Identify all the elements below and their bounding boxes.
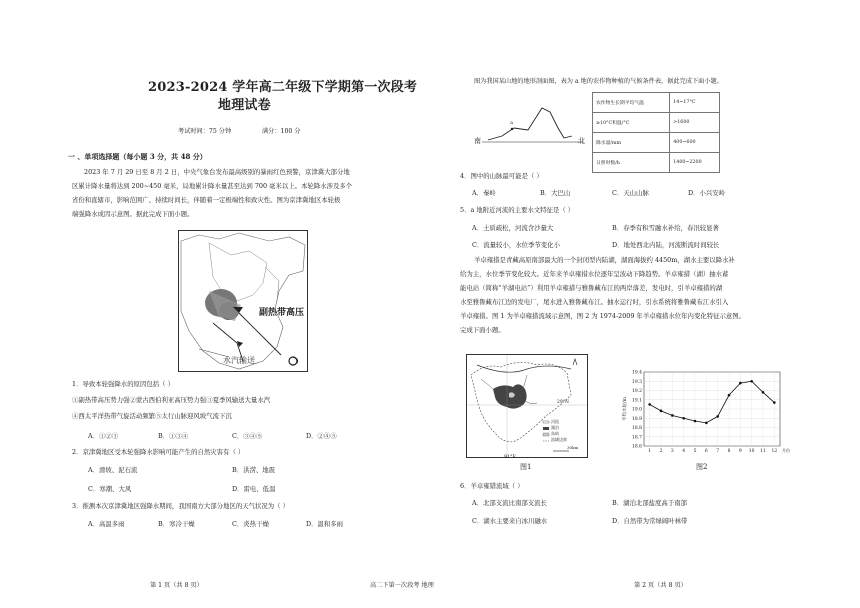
terrain-profile-graphic: [480, 98, 584, 152]
section-heading: 一 、单项选择题（每小题 3 分，共 48 分）: [68, 152, 207, 161]
profile-intro: 图为我国某山地的地形剖面图，表为 a 地的农作物种植的气候条件表，据此完成下面小题。: [474, 78, 723, 85]
data-point: [728, 394, 731, 397]
y-tick-label: 19.4: [631, 370, 642, 376]
y-tick-label: 19.2: [631, 389, 642, 394]
table-cell: 14~17°C: [670, 93, 720, 113]
q5-option-a[interactable]: A．土质疏松，河流含沙量大: [472, 224, 554, 232]
x-tick-label: 10: [748, 449, 755, 454]
table-cell: ≥10°C积温/°C: [593, 113, 670, 133]
table-row: [593, 93, 720, 113]
table-cell: 1400~2200: [670, 153, 720, 173]
q3-option-d[interactable]: D．温和多雨: [306, 520, 344, 528]
q3-option-c[interactable]: C．炎热干燥: [232, 520, 269, 528]
exam-subtitle: 地理试卷: [218, 98, 271, 113]
fig1-label: 图1: [520, 463, 532, 471]
passage-line-3: 能电站（简称“羊湖电站”）利用羊卓雍措与雅鲁藏布江的两岸落差，发电时，引羊卓雍措的湖: [460, 284, 723, 292]
data-point: [694, 420, 697, 423]
data-point: [648, 403, 651, 406]
q5-option-d[interactable]: D．地处西北内陆，河流断流时间较长: [612, 241, 720, 249]
legend-river: 河流: [551, 419, 559, 424]
q4-option-d[interactable]: D．小兴安岭: [688, 189, 726, 197]
data-point: [773, 401, 776, 404]
intro-line-2: 区累计降水量将达到 200~450 毫米，局地累计降水量甚至达到 700 毫米以上。本轮降水涉及多个: [72, 182, 353, 190]
data-point: [762, 391, 765, 394]
q2-option-b[interactable]: B．洪涝、地震: [232, 466, 276, 474]
data-point: [660, 410, 663, 413]
x-tick-label: 7: [716, 449, 720, 454]
water-level-chart: [620, 368, 792, 460]
q6-option-d[interactable]: D．自然带为常绿阔叶林带: [612, 517, 688, 525]
q1-stem: 1．导致本轮强降水的原因包括（ ）: [72, 380, 174, 388]
q2-stem: 2．京津冀地区受本轮强降水影响可能产生的自然灾害有（ ）: [72, 448, 245, 456]
q5-stem: 5．a 地附近河流的主要水文特征是（ ）: [460, 206, 575, 214]
q3-option-a[interactable]: A．高温多雨: [88, 520, 125, 528]
q6-option-b[interactable]: B．湖泊北部盐度高于南部: [612, 499, 687, 507]
x-tick-label: 12: [771, 449, 778, 454]
q1-option-c[interactable]: C．③④⑤: [232, 432, 263, 440]
longitude-label: 91°E: [504, 455, 517, 460]
legend-boundary: 流域边界: [551, 437, 567, 442]
footer-page-2: 第 2 页（共 8 页）: [634, 582, 687, 589]
table-cell: 农作物生长期平均气温: [593, 93, 670, 113]
q1-option-d[interactable]: D．②④⑤: [306, 432, 337, 440]
data-point: [671, 414, 674, 417]
table-cell: 400~600: [670, 133, 720, 153]
rainstorm-map: [178, 230, 308, 372]
data-point: [716, 415, 719, 418]
series-line: [650, 381, 775, 423]
table-row: [593, 113, 720, 133]
y-tick-label: 18.9: [631, 416, 642, 422]
x-tick-label: 2: [659, 449, 663, 454]
q3-option-b[interactable]: B．寒冷干燥: [158, 520, 195, 528]
north-label: 北: [578, 137, 585, 145]
passage-line-1: 羊卓雍措是青藏高原南部最大的一个封闭型内陆湖，湖面海拔约 4450m，湖水主要以降水补: [474, 256, 735, 264]
y-tick-label: 19.3: [631, 379, 642, 385]
x-tick-label: 5: [693, 449, 697, 454]
south-label: 南: [474, 137, 481, 145]
x-tick-label: 3: [670, 449, 674, 454]
subtropical-high-label: 副热带高压: [259, 308, 305, 318]
latitude-label: 29°N: [557, 400, 569, 405]
q5-option-b[interactable]: B．春季有积雪融水补给，春汛较显著: [612, 224, 719, 232]
north-arrow-icon: [573, 359, 577, 365]
q1-item-2: ④西太平洋热带气旋活动频繁⑤太行山脉迎风坡气流下沉: [72, 412, 232, 420]
passage-line-5: 羊卓雍措。图 1 为羊卓雍措流域示意图，图 2 为 1974-2009 年羊卓雍措水位年内变化特征示意图。: [460, 312, 746, 320]
intro-line-3: 省份和直辖市，影响范围广、持续时间长，伴随着一定极端性和致灾性。图为京津冀地区本轮极: [72, 196, 341, 204]
x-tick-label: 1: [648, 449, 652, 454]
table-cell: >1600: [670, 113, 720, 133]
exam-time: 考试时间：75 分钟: [178, 128, 232, 135]
q1-option-b[interactable]: B．①③④: [158, 432, 189, 440]
q3-stem: 3．推测本次京津冀地区强降水期间，我国南方大部分地区的天气状况为（ ）: [72, 502, 289, 510]
fig2-label: 图2: [696, 463, 708, 471]
point-a-label: a: [510, 120, 513, 126]
climate-table: [592, 92, 720, 173]
x-axis-label: 月份: [782, 448, 790, 453]
y-tick-label: 19.0: [631, 407, 642, 413]
data-point: [682, 417, 685, 420]
x-tick-label: 9: [738, 449, 742, 454]
q6-option-a[interactable]: A．北部支流比南部支流长: [472, 499, 547, 507]
intro-line-1: 2023 年 7 月 29 日至 8 月 2 日，中央气象台发布最高级别的暴雨红色预警，京津冀大部分地: [84, 168, 350, 176]
q2-option-a[interactable]: A．滑坡、泥石流: [88, 466, 138, 474]
legend-lake: 湖泊: [551, 425, 559, 430]
q2-option-c[interactable]: C．寒潮、大风: [88, 485, 132, 493]
footer-page-1: 第 1 页（共 8 页）: [150, 582, 203, 589]
table-cell: 降水量/mm: [593, 133, 670, 153]
basin-map-graphic: [467, 355, 587, 457]
passage-line-2: 给为主，水位季节变化较大。近年来羊卓雍措水位逐年呈波动下降趋势。羊卓雍措（湖）抽水蓄: [460, 270, 729, 278]
data-point: [705, 422, 708, 425]
y-tick-label: 19.1: [631, 398, 642, 404]
y-tick-label: 18.7: [631, 435, 642, 441]
passage-line-6: 完成下面小题。: [460, 326, 505, 334]
water-level-chart-svg: [620, 368, 792, 460]
intro-line-4: 端强降水成因示意图。据此完成下面小题。: [72, 210, 194, 218]
q4-stem: 4．图中的山脉最可能是（ ）: [460, 172, 543, 180]
vapor-transport-label: 水汽输送: [223, 356, 255, 365]
q2-option-d[interactable]: D．雷电、低温: [232, 485, 276, 493]
y-tick-label: 18.6: [631, 444, 642, 450]
basin-map: [466, 354, 588, 458]
q4-option-c[interactable]: C．天山山脉: [612, 189, 649, 197]
passage-line-4: 水至雅鲁藏布江边的发电厂，尾水进入雅鲁藏布江。抽水运行时，引水系统将雅鲁藏布江水引入: [460, 298, 729, 306]
rainstorm-map-graphic: [179, 231, 307, 371]
legend-island: 岛屿: [551, 431, 559, 436]
y-tick-label: 18.8: [631, 426, 642, 431]
footer-center: 高二下第一次段考 地理: [370, 582, 434, 589]
q6-option-c[interactable]: C．湖水主要来自冰川融水: [472, 517, 548, 525]
full-score: 满分：100 分: [262, 128, 301, 135]
scale-label: 30km: [567, 445, 579, 450]
x-tick-label: 11: [760, 449, 766, 454]
table-row: [593, 133, 720, 153]
exam-title: 2023-2024 学年高二年级下学期第一次段考: [148, 80, 418, 95]
y-axis-label: 平均水位/m: [623, 397, 628, 421]
x-tick-label: 8: [727, 449, 731, 454]
q1-item-1: ①副热带高压势力强②蒙古西伯利亚高压势力强③夏季风输送大量水汽: [72, 396, 271, 404]
q5-option-c[interactable]: C．流量较小，水位季节变化小: [472, 241, 560, 249]
data-point: [739, 382, 742, 385]
terrain-profile: [474, 98, 585, 152]
q4-option-a[interactable]: A．秦岭: [472, 189, 496, 197]
x-tick-label: 6: [704, 449, 708, 454]
q1-option-a[interactable]: A．①②③: [88, 432, 119, 440]
q4-option-b[interactable]: B．大巴山: [540, 189, 571, 197]
table-cell: 日照时数/h: [593, 153, 670, 173]
q6-stem: 6．羊卓雍错流域（ ）: [460, 482, 524, 490]
table-row: [593, 153, 720, 173]
data-point: [750, 380, 753, 383]
x-tick-label: 4: [682, 449, 686, 454]
